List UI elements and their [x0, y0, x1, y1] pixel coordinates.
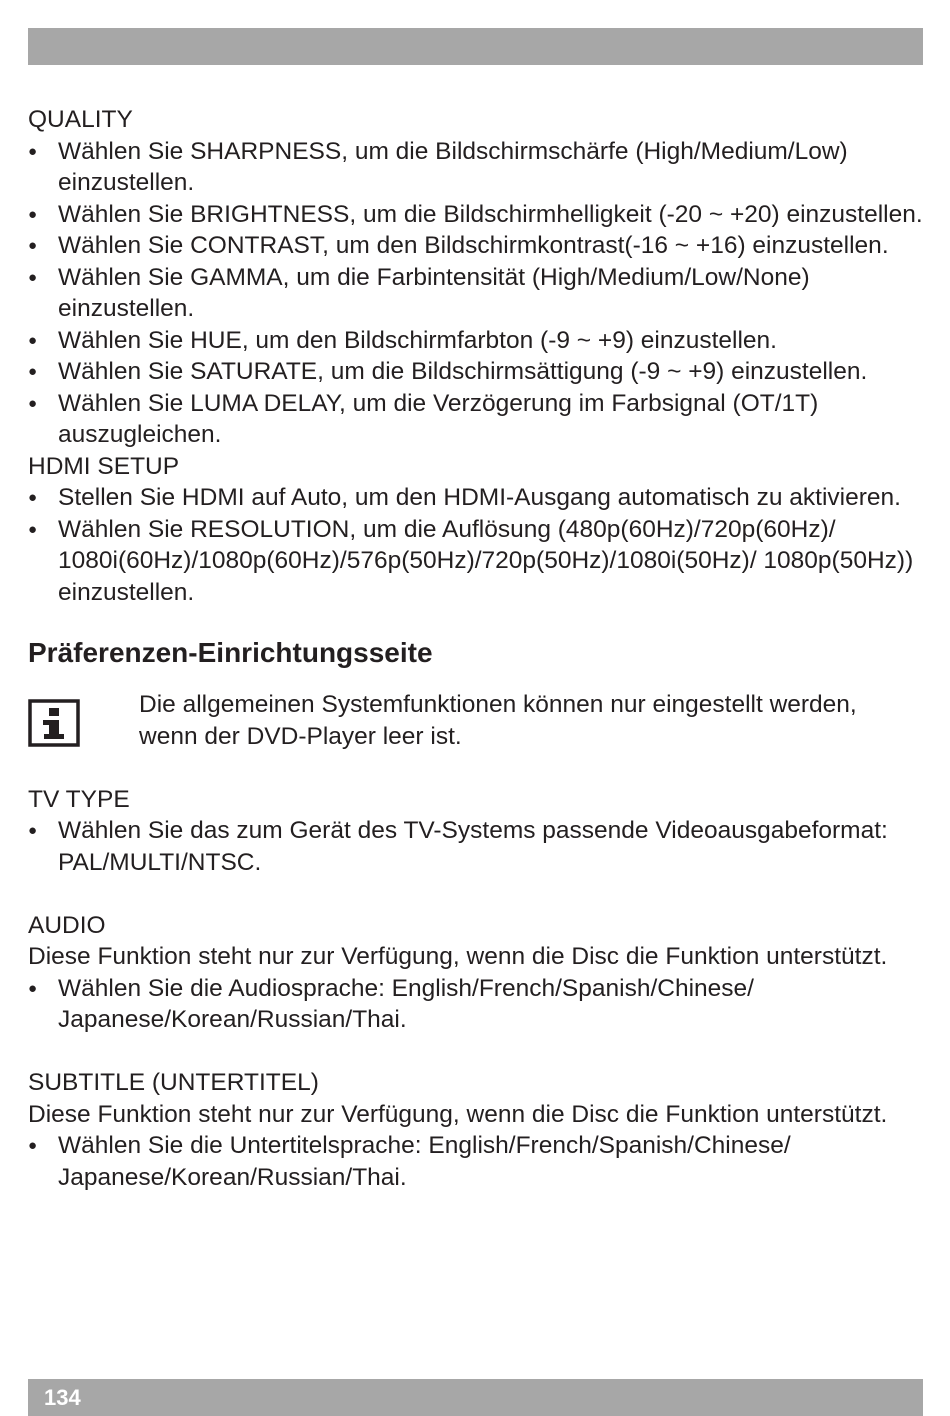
section-heading: Präferenzen-Einrichtungsseite [28, 637, 433, 668]
info-line: Die allgemeinen Systemfunktionen können nur eingestellt werden, [139, 691, 857, 718]
page-number: 134 [44, 1385, 81, 1410]
list-item: ● Wählen Sie RESOLUTION, um die Auflösung (480p(60Hz)/720p(60Hz)/ 1080i(60Hz)/1080p(60Hz)/576p(50Hz)/720p(50Hz)/1080i(50Hz)/ 1080p(50Hz)) einzustellen. [28, 514, 923, 609]
audio-label: AUDIO [28, 911, 106, 939]
list-item: ● Wählen Sie SATURATE, um die Bildschirmsättigung (-9 ~ +9) einzustellen. [28, 356, 923, 388]
quality-list [28, 136, 923, 451]
subtitle-list [28, 1130, 923, 1193]
header-bar [28, 28, 923, 65]
page-content [28, 104, 923, 1193]
list-item: ● Wählen Sie die Audiosprache: English/French/Spanish/Chinese/ Japanese/Korean/Russian/Thai. [28, 973, 923, 1036]
info-text [139, 689, 929, 752]
list-item: ● Stellen Sie HDMI auf Auto, um den HDMI-Ausgang automatisch zu aktivieren. [28, 482, 923, 514]
tv-type-label: TV TYPE [28, 785, 130, 813]
list-item: ● Wählen Sie SHARPNESS, um die Bildschirmschärfe (High/Medium/Low) einzustellen. [28, 136, 923, 199]
hdmi-setup-list [28, 482, 923, 608]
hdmi-setup-label: HDMI SETUP [28, 452, 180, 480]
subtitle-label: SUBTITLE (UNTERTITEL) [28, 1069, 319, 1096]
list-item: ● Wählen Sie BRIGHTNESS, um die Bildschirmhelligkeit (-20 ~ +20) einzustellen. [28, 199, 923, 231]
list-item: ● Wählen Sie das zum Gerät des TV-Systems passende Videoausgabeformat: PAL/MULTI/NTSC. [28, 815, 923, 878]
info-icon [28, 699, 80, 747]
audio-note: Diese Funktion steht nur zur Verfügung, wenn die Disc die Funktion unterstützt. [28, 943, 888, 970]
quality-label: QUALITY [28, 106, 133, 133]
subtitle-note: Diese Funktion steht nur zur Verfügung, wenn die Disc die Funktion unterstützt. [28, 1100, 888, 1128]
list-item: ● Wählen Sie GAMMA, um die Farbintensität (High/Medium/Low/None) einzustellen. [28, 262, 923, 325]
tv-type-list [28, 815, 923, 878]
list-item: ● Wählen Sie CONTRAST, um den Bildschirmkontrast(-16 ~ +16) einzustellen. [28, 230, 923, 262]
list-item: ● Wählen Sie HUE, um den Bildschirmfarbton (-9 ~ +9) einzustellen. [28, 325, 923, 357]
info-note [28, 689, 923, 752]
list-item: ● Wählen Sie die Untertitelsprache: English/French/Spanish/Chinese/ Japanese/Korean/Russian/Thai. [28, 1130, 923, 1193]
list-item: ● Wählen Sie LUMA DELAY, um die Verzögerung im Farbsignal (OT/1T) auszugleichen. [28, 388, 923, 451]
info-line: wenn der DVD-Player leer ist. [139, 722, 462, 750]
audio-list [28, 973, 923, 1036]
footer-bar [28, 1379, 923, 1416]
